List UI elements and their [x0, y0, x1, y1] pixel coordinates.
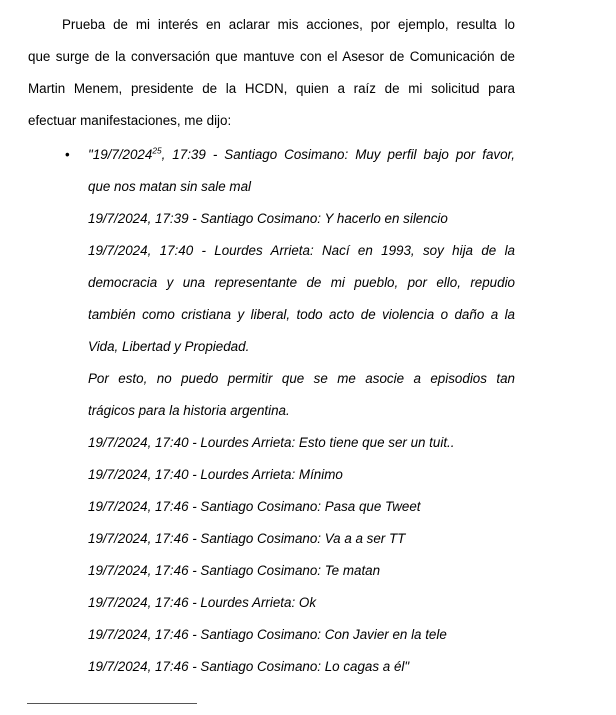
text-line: 19/7/2024, 17:40 - Lourdes Arrieta: Mínimo — [88, 467, 343, 482]
chat-transcript — [88, 139, 515, 683]
text-segment: "19/7/2024 — [88, 147, 153, 162]
text-line: 19/7/2024, 17:46 - Santiago Cosimano: Pasa que Tweet — [88, 499, 421, 514]
text-line: también como cristiana y liberal, todo acto de violencia o daño a la — [88, 307, 515, 322]
text-line: 19/7/2024, 17:40 - Lourdes Arrieta: Esto tiene que ser un tuit.. — [88, 435, 455, 450]
text-line: que nos matan sin sale mal — [88, 179, 252, 194]
bullet-marker: • — [65, 147, 70, 162]
text-line: democracia y una representante de mi pueblo, por ello, repudio — [88, 275, 515, 290]
text-line: efectuar manifestaciones, me dijo: — [28, 113, 232, 128]
text-line: 19/7/2024, 17:46 - Santiago Cosimano: Con Javier en la tele — [88, 627, 447, 642]
text-line: Martin Menem, presidente de la HCDN, quien a raíz de mi solicitud para — [28, 81, 515, 96]
bullet-list-item — [28, 139, 515, 683]
text-line: 19/7/2024, 17:46 - Lourdes Arrieta: Ok — [88, 595, 317, 610]
document-content — [28, 9, 515, 683]
text-line: 19/7/2024, 17:40 - Lourdes Arrieta: Nací en 1993, soy hija de la — [88, 243, 515, 258]
footnote-separator — [27, 703, 197, 704]
text-segment: , 17:39 - Santiago Cosimano: Muy perfil bajo por favor, — [161, 147, 515, 162]
text-line: Vida, Libertad y Propiedad. — [88, 339, 250, 354]
text-line: que surge de la conversación que mantuve con el Asesor de Comunicación de — [28, 49, 515, 64]
text-line: Por esto, no puedo permitir que se me asocie a episodios tan — [88, 371, 515, 386]
text-line: trágicos para la historia argentina. — [88, 403, 290, 418]
footnote-reference: 25 — [152, 145, 162, 156]
text-line: 19/7/2024, 17:39 - Santiago Cosimano: Y hacerlo en silencio — [88, 211, 448, 226]
text-line: 19/7/2024, 17:46 - Santiago Cosimano: Va a a ser TT — [88, 531, 406, 546]
text-line — [88, 139, 515, 171]
text-line: 19/7/2024, 17:46 - Santiago Cosimano: Lo cagas a él" — [88, 659, 410, 674]
text-line: Prueba de mi interés en aclarar mis acciones, por ejemplo, resulta lo — [62, 17, 515, 32]
text-line: 19/7/2024, 17:46 - Santiago Cosimano: Te matan — [88, 563, 381, 578]
intro-paragraph — [28, 9, 515, 137]
